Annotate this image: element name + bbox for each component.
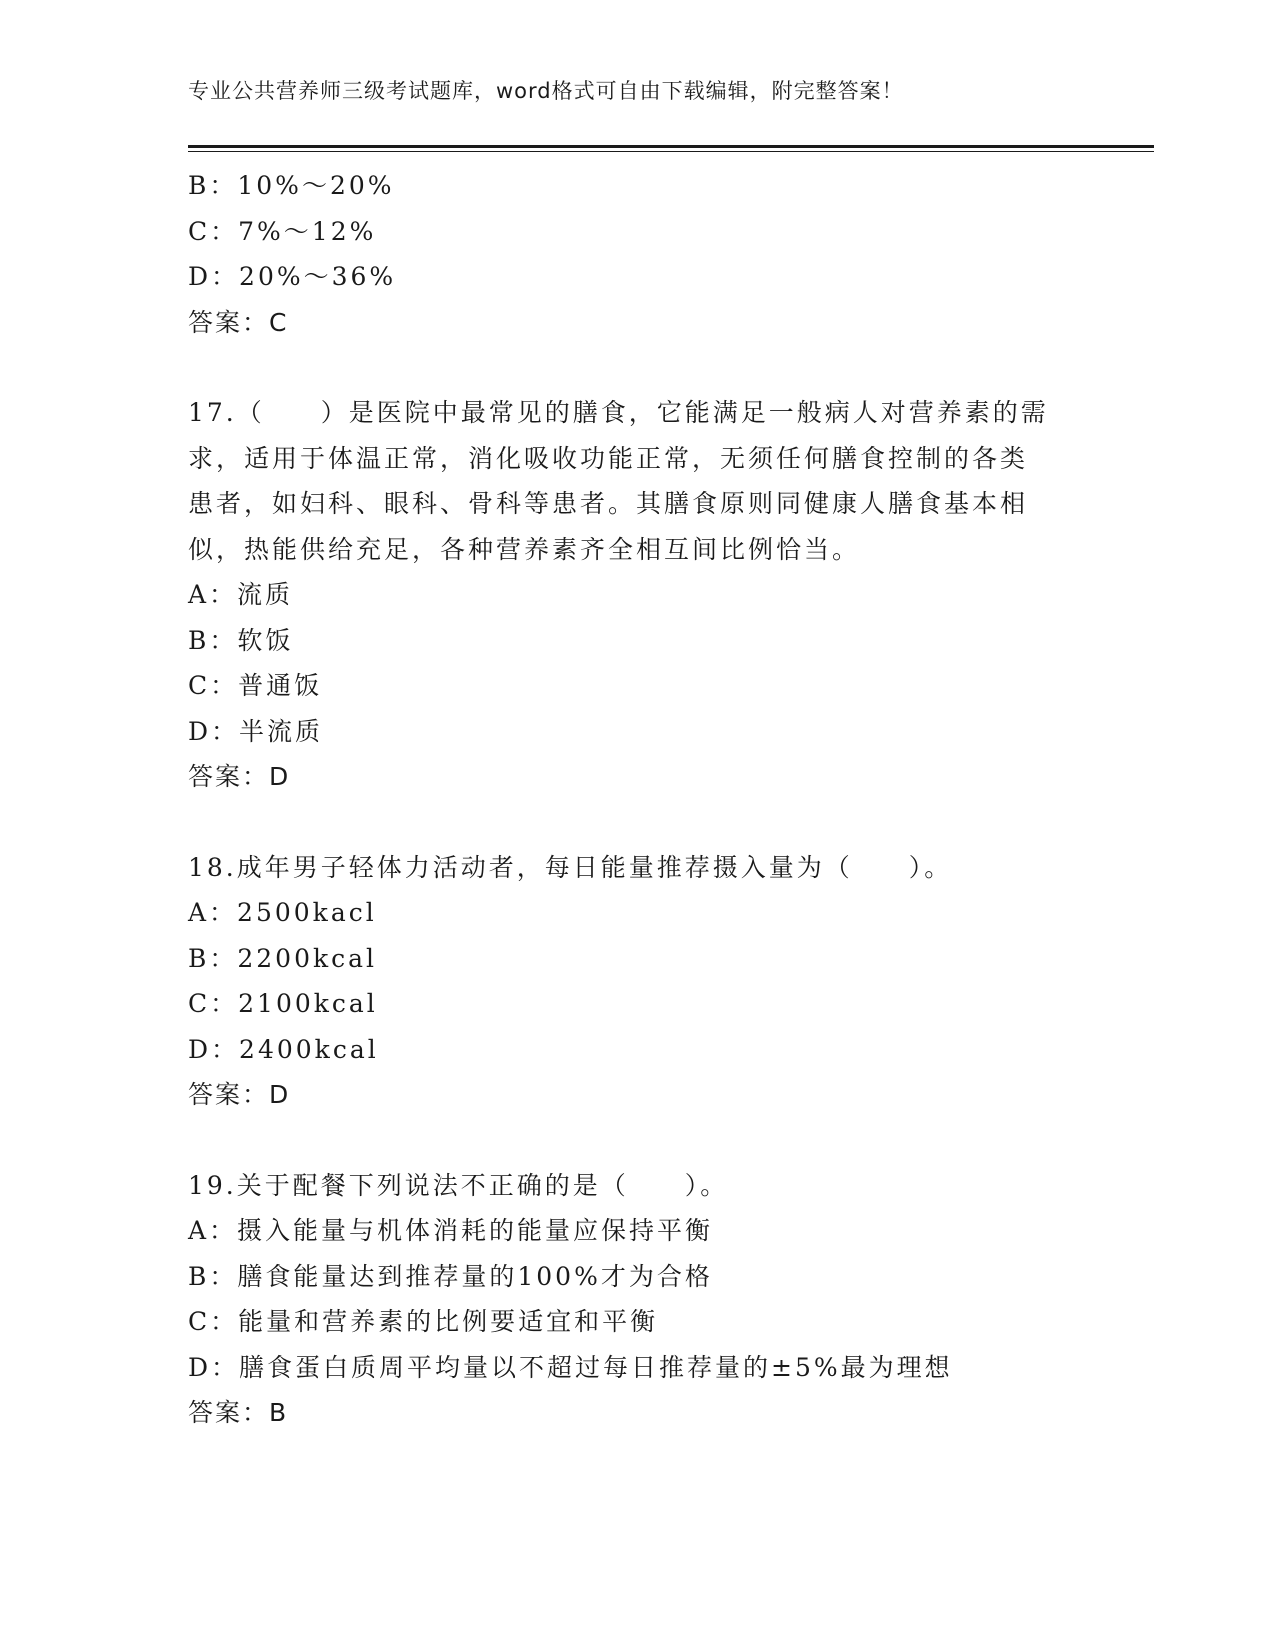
question-stem-line: 19.关于配餐下列说法不正确的是（ ）。 (188, 1170, 729, 1200)
answer-line: 答案：D (188, 762, 291, 791)
option-a: A：摄入能量与机体消耗的能量应保持平衡 (188, 1216, 714, 1245)
question-16-fragment (188, 163, 1088, 345)
option-a: A：流质 (188, 580, 294, 609)
option-c: C：能量和营养素的比例要适宜和平衡 (188, 1307, 659, 1336)
question-stem-line: 求，适用于体温正常，消化吸收功能正常，无须任何膳食控制的各类 (188, 443, 1029, 473)
option-b: B：软饭 (188, 625, 294, 655)
question-stem-line: 18.成年男子轻体力活动者，每日能量推荐摄入量为（ ）。 (188, 852, 953, 882)
option-d: D：半流质 (188, 716, 324, 746)
question-stem-line: 患者，如妇科、眼科、骨科等患者。其膳食原则同健康人膳食基本相 (188, 489, 1029, 518)
option-c: C：7%～12% (188, 216, 377, 246)
answer-line: 答案：C (188, 307, 289, 337)
header-rule-thick (188, 145, 1154, 148)
question-stem-line: 17.（ ）是医院中最常见的膳食，它能满足一般病人对营养素的需 (188, 398, 1049, 427)
option-d: D：膳食蛋白质周平均量以不超过每日推荐量的±5%最为理想 (188, 1352, 953, 1382)
header-rule-thin (188, 151, 1154, 152)
answer-line: 答案：B (188, 1398, 289, 1427)
question-18 (188, 845, 1088, 1118)
page-header: 专业公共营养师三级考试题库，word格式可自由下载编辑，附完整答案！ (188, 79, 904, 103)
option-c: C：2100kcal (188, 989, 378, 1018)
option-d: D：20%～36% (188, 262, 397, 291)
option-d: D：2400kcal (188, 1034, 379, 1064)
option-b: B：2200kcal (188, 943, 378, 973)
option-b: B：膳食能量达到推荐量的100%才为合格 (188, 1261, 713, 1291)
question-19 (188, 1163, 1088, 1436)
document-body (188, 163, 1088, 1436)
option-c: C：普通饭 (188, 671, 323, 700)
question-17 (188, 390, 1088, 800)
option-a: A：2500kacl (188, 898, 377, 927)
option-b: B：10%～20% (188, 171, 395, 200)
answer-line: 答案：D (188, 1080, 291, 1109)
question-stem-line: 似，热能供给充足，各种营养素齐全相互间比例恰当。 (188, 534, 861, 564)
